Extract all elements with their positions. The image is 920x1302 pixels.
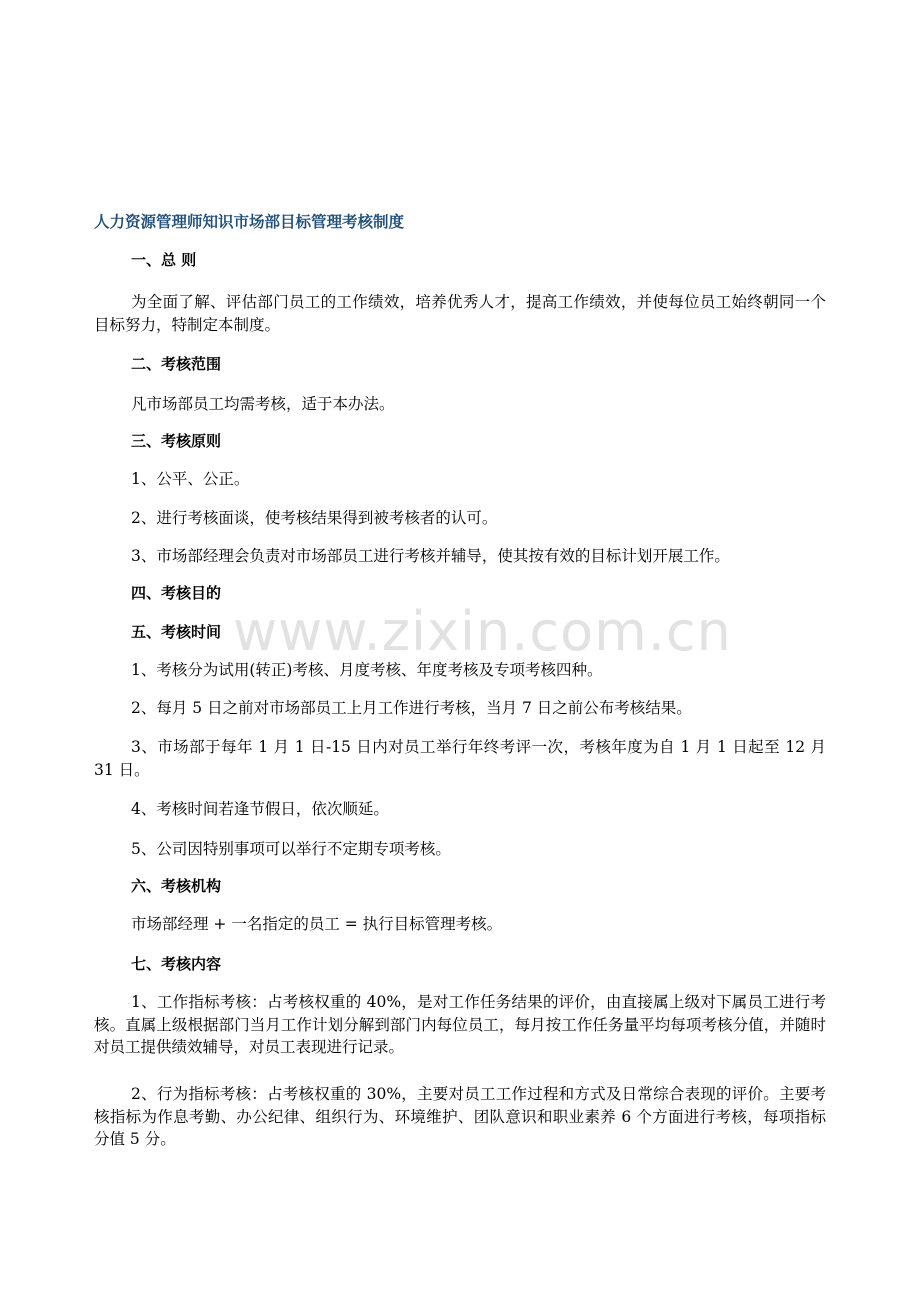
document-title: 人力资源管理师知识市场部目标管理考核制度 xyxy=(94,213,405,231)
paragraph-principle-3: 3、市场部经理会负责对市场部员工进行考核并辅导，使其按有效的目标计划开展工作。 xyxy=(131,547,730,565)
paragraph-time-3: 3、市场部于每年 1 月 1 日-15 日内对员工举行年终考评一次，考核年度为自 1 月 1 日起至 12 月 31 日。 xyxy=(94,738,826,779)
section-heading-general: 一、总 则 xyxy=(131,251,197,269)
paragraph-time-1: 1、考核分为试用(转正)考核、月度考核、年度考核及专项考核四种。 xyxy=(131,661,603,679)
section-heading-purpose: 四、考核目的 xyxy=(131,584,222,602)
section-heading-time: 五、考核时间 xyxy=(131,623,222,641)
section-heading-content: 七、考核内容 xyxy=(131,955,222,973)
paragraph-content-1: 1、工作指标考核：占考核权重的 40%，是对工作任务结果的评价，由直接属上级对下属员工进行考核。直属上级根据部门当月工作计划分解到部门内每位员工，每月按工作任务量平均每项考核分值，并随时对员工提供绩效辅导，对员工表现进行记录。 xyxy=(94,993,826,1056)
paragraph-time-2: 2、每月 5 日之前对市场部员工上月工作进行考核，当月 7 日之前公布考核结果。 xyxy=(131,699,692,717)
section-heading-scope: 二、考核范围 xyxy=(131,355,222,373)
paragraph-content-2: 2、行为指标考核：占考核权重的 30%，主要对员工工作过程和方式及日常综合表现的评价。主要考核指标为作息考勤、办公纪律、组织行为、环境维护、团队意识和职业素养 6 个方面进行考核，每项指标分值 5 分。 xyxy=(94,1085,826,1148)
watermark: www.zixin.com.cn xyxy=(233,600,732,663)
paragraph-time-5: 5、公司因特别事项可以举行不定期专项考核。 xyxy=(131,840,451,858)
paragraph-time-4: 4、考核时间若逢节假日，依次顺延。 xyxy=(131,800,389,818)
paragraph-organization: 市场部经理 + 一名指定的员工 = 执行目标管理考核。 xyxy=(131,915,503,933)
paragraph-principle-2: 2、进行考核面谈，使考核结果得到被考核者的认可。 xyxy=(131,509,498,527)
section-heading-organization: 六、考核机构 xyxy=(131,877,222,895)
paragraph-principle-1: 1、公平、公正。 xyxy=(131,470,250,488)
paragraph-general: 为全面了解、评估部门员工的工作绩效，培养优秀人才，提高工作绩效，并使每位员工始终朝同一个目标努力，特制定本制度。 xyxy=(94,293,826,334)
section-heading-principles: 三、考核原则 xyxy=(131,432,222,450)
paragraph-scope: 凡市场部员工均需考核，适于本办法。 xyxy=(131,395,395,413)
